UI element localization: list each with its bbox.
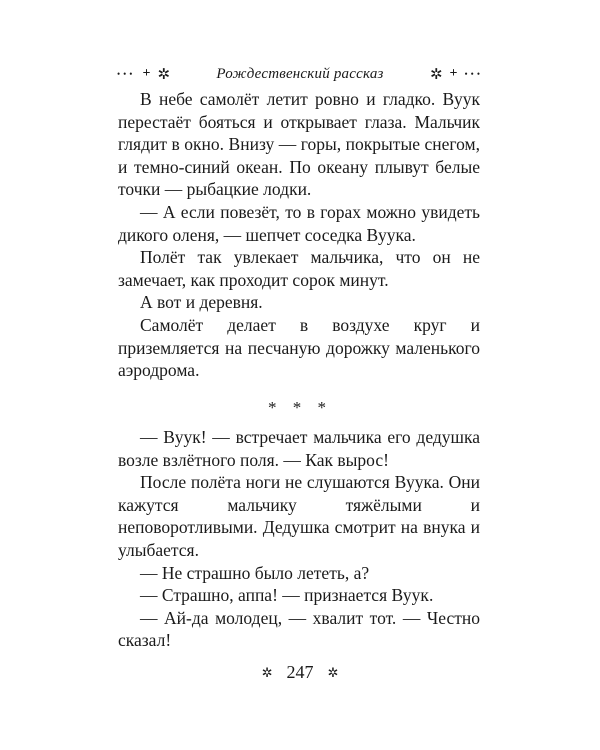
text-section-1 (118, 88, 480, 382)
dots-ornament-icon: ••• (464, 69, 483, 79)
snowflake-icon: ✲ (327, 664, 339, 680)
text-section-2 (118, 426, 480, 652)
paragraph: — Страшно, аппа! — признается Вуук. (140, 585, 434, 606)
page-number: 247 (286, 662, 314, 682)
paragraph: — Не страшно было лететь, а? (140, 562, 370, 583)
snowflake-icon: ✲ (429, 66, 443, 83)
running-header (117, 64, 483, 84)
section-separator: * * * (268, 398, 332, 417)
snowflake-icon: ✲ (157, 66, 171, 83)
paragraph: А вот и деревня. (140, 292, 263, 313)
running-title: Рождественский рассказ (216, 65, 384, 82)
header-ornament-right (430, 65, 483, 84)
paragraph: — Ай-да молодец, — хвалит тот. — Честно сказал! (118, 607, 480, 651)
page-footer (0, 662, 600, 683)
paragraph: Самолёт делает в воздухе круг и приземляется на песчаную дорожку маленького аэродрома. (118, 314, 480, 381)
paragraph: После полёта ноги не слушаются Вуука. Они кажутся мальчику тяжёлыми и неповоротливыми. Дедушка смотрит на внука и улыбается. (118, 472, 480, 560)
dots-ornament-icon: ••• (117, 69, 136, 79)
paragraph: — Вуук! — встречает мальчика его дедушка возле взлётного поля. — Как вырос! (118, 427, 480, 470)
plus-ornament-icon: + (142, 66, 151, 81)
header-ornament-left (117, 65, 170, 84)
plus-ornament-icon: + (449, 66, 458, 81)
snowflake-icon: ✲ (261, 664, 273, 680)
paragraph: — А если повезёт, то в горах можно увидеть дикого оленя, — шепчет соседка Вуука. (118, 201, 480, 245)
paragraph: Полёт так увлекает мальчика, что он не замечает, как проходит сорок минут. (118, 247, 480, 290)
paragraph: В небе самолёт летит ровно и гладко. Вуук перестаёт бояться и открывает глаза. Мальчик глядит в окно. Внизу — горы, покрытые снегом, и темно-синий океан. По океану плывут белые точки — рыбацкие лодки. (118, 89, 480, 200)
